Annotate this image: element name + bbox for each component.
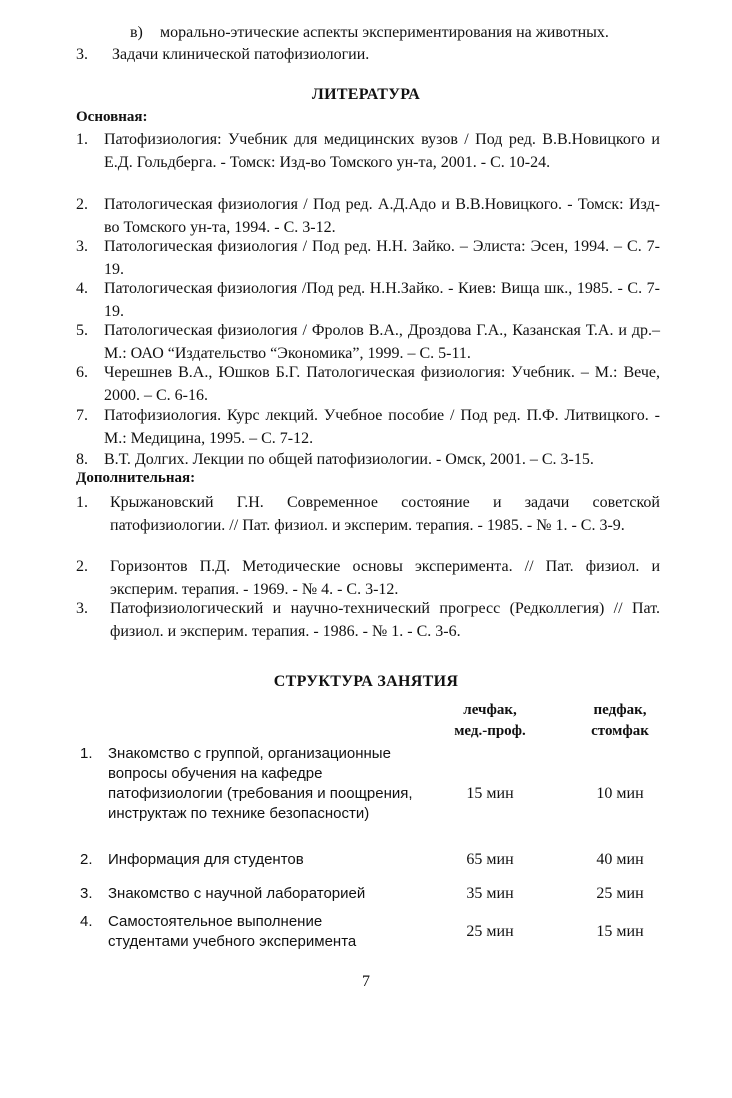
time-lechfak: 65 мин	[466, 851, 514, 868]
time-lechfak: 15 мин	[466, 785, 514, 802]
item-marker: 3.	[76, 46, 88, 63]
literature-item	[76, 362, 660, 407]
time-pedfak: 25 мин	[596, 885, 644, 902]
column-header-line: мед.-проф.	[454, 723, 526, 739]
subitem-text: морально-этические аспекты экспериментирования на животных.	[160, 24, 609, 41]
literature-item-text: Патофизиология: Учебник для медицинских вузов / Под ред. В.В.Новицкого и Е.Д. Гольдберга. - Томск: Изд-во Томского ун-та, 2001. - С. 10-24.	[104, 131, 660, 171]
literature-item-text: Патофизиологический и научно-технический прогресс (Редколлегия) // Пат. физиол. и эксперим. терапия. - 1986. - № 1. - С. 3-6.	[110, 600, 660, 640]
literature-item-text: Патологическая физиология / Фролов В.А., Дроздова Г.А., Казанская Т.А. и др.– М.: ОАО “Издательство “Экономика”, 1999. – С. 5-11.	[104, 322, 660, 362]
literature-item-text: Патологическая физиология / Под ред. Н.Н. Зайко. – Элиста: Эсен, 1994. – С. 7-19.	[104, 238, 660, 278]
literature-item-number: 7.	[76, 407, 88, 424]
literature-item	[76, 449, 660, 472]
literature-item-number: 5.	[76, 322, 88, 339]
column-header-lechfak	[430, 700, 550, 742]
literature-item	[76, 278, 660, 323]
literature-item-text: В.Т. Долгих. Лекции по общей патофизиологии. - Омск, 2001. – С. 3-15.	[104, 451, 594, 468]
literature-item-number: 8.	[76, 451, 88, 468]
list-subitem-v	[130, 22, 609, 43]
literature-item-number: 1.	[76, 131, 88, 148]
additional-literature-item	[76, 492, 660, 537]
page-number: 7	[362, 973, 370, 990]
literature-item	[76, 236, 660, 281]
literature-heading: ЛИТЕРАТУРА	[311, 86, 421, 103]
structure-row	[76, 850, 660, 870]
literature-item	[76, 194, 660, 239]
literature-item-text: Черешнев В.А., Юшков Б.Г. Патологическая физиология: Учебник. – М.: Вече, 2000. – С. 6-16.	[104, 364, 660, 404]
literature-item-text: Патологическая физиология /Под ред. Н.Н.Зайко. - Киев: Вища шк., 1985. - С. 7-19.	[104, 280, 660, 320]
list-item-3	[76, 44, 369, 65]
structure-row	[76, 884, 660, 904]
additional-literature-item	[76, 598, 660, 643]
time-pedfak: 15 мин	[596, 923, 644, 940]
literature-item-number: 6.	[76, 364, 88, 381]
time-pedfak: 10 мин	[596, 785, 644, 802]
row-text: Знакомство с группой, организационные вопросы обучения на кафедре патофизиологии (требования и поощрения, инструктаж по технике безопасности)	[108, 745, 413, 822]
literature-item-number: 3.	[76, 600, 88, 617]
row-number: 4.	[80, 913, 93, 930]
literature-item-number: 1.	[76, 494, 88, 511]
column-header-line: педфак,	[593, 702, 647, 718]
literature-item-text: Патологическая физиология / Под ред. А.Д.Адо и В.В.Новицкого. - Томск: Изд-во Томского ун-та, 1994. - С. 3-12.	[104, 196, 660, 236]
literature-item-text: Патофизиология. Курс лекций. Учебное пособие / Под ред. П.Ф. Литвицкого. - М.: Медицина, 1995. – С. 7-12.	[104, 407, 660, 447]
literature-item	[76, 405, 660, 450]
column-header-pedfak	[560, 700, 680, 742]
literature-item-number: 2.	[76, 196, 88, 213]
row-number: 3.	[80, 885, 93, 902]
additional-literature-item	[76, 556, 660, 601]
literature-item-text: Крыжановский Г.Н. Современное состояние и задачи советской патофизиологии. // Пат. физиол. и эксперим. терапия. - 1985. - № 1. - С. 3-9.	[110, 494, 660, 534]
column-header-line: лечфак,	[463, 702, 517, 718]
literature-item	[76, 320, 660, 365]
item-text: Задачи клинической патофизиологии.	[112, 46, 370, 63]
subitem-marker: в)	[130, 24, 143, 41]
row-text: Самостоятельное выполнение студентами учебного эксперимента	[108, 913, 357, 950]
additional-literature-label: Дополнительная:	[76, 470, 196, 486]
row-number: 2.	[80, 851, 93, 868]
literature-item-number: 2.	[76, 558, 88, 575]
row-text: Информация для студентов	[108, 851, 304, 868]
time-pedfak: 40 мин	[596, 851, 644, 868]
row-text: Знакомство с научной лабораторией	[108, 885, 366, 902]
literature-item-text: Горизонтов П.Д. Методические основы эксперимента. // Пат. физиол. и эксперим. терапия. - 1969. - № 4. - С. 3-12.	[110, 558, 660, 598]
time-lechfak: 25 мин	[466, 923, 514, 940]
literature-item	[76, 129, 660, 174]
main-literature-label: Основная:	[76, 109, 148, 125]
structure-heading: СТРУКТУРА ЗАНЯТИЯ	[273, 673, 459, 690]
column-header-line: стомфак	[591, 723, 649, 739]
structure-row	[76, 744, 660, 844]
row-number: 1.	[80, 745, 93, 762]
literature-item-number: 4.	[76, 280, 88, 297]
structure-row	[76, 912, 660, 952]
time-lechfak: 35 мин	[466, 885, 514, 902]
literature-item-number: 3.	[76, 238, 88, 255]
